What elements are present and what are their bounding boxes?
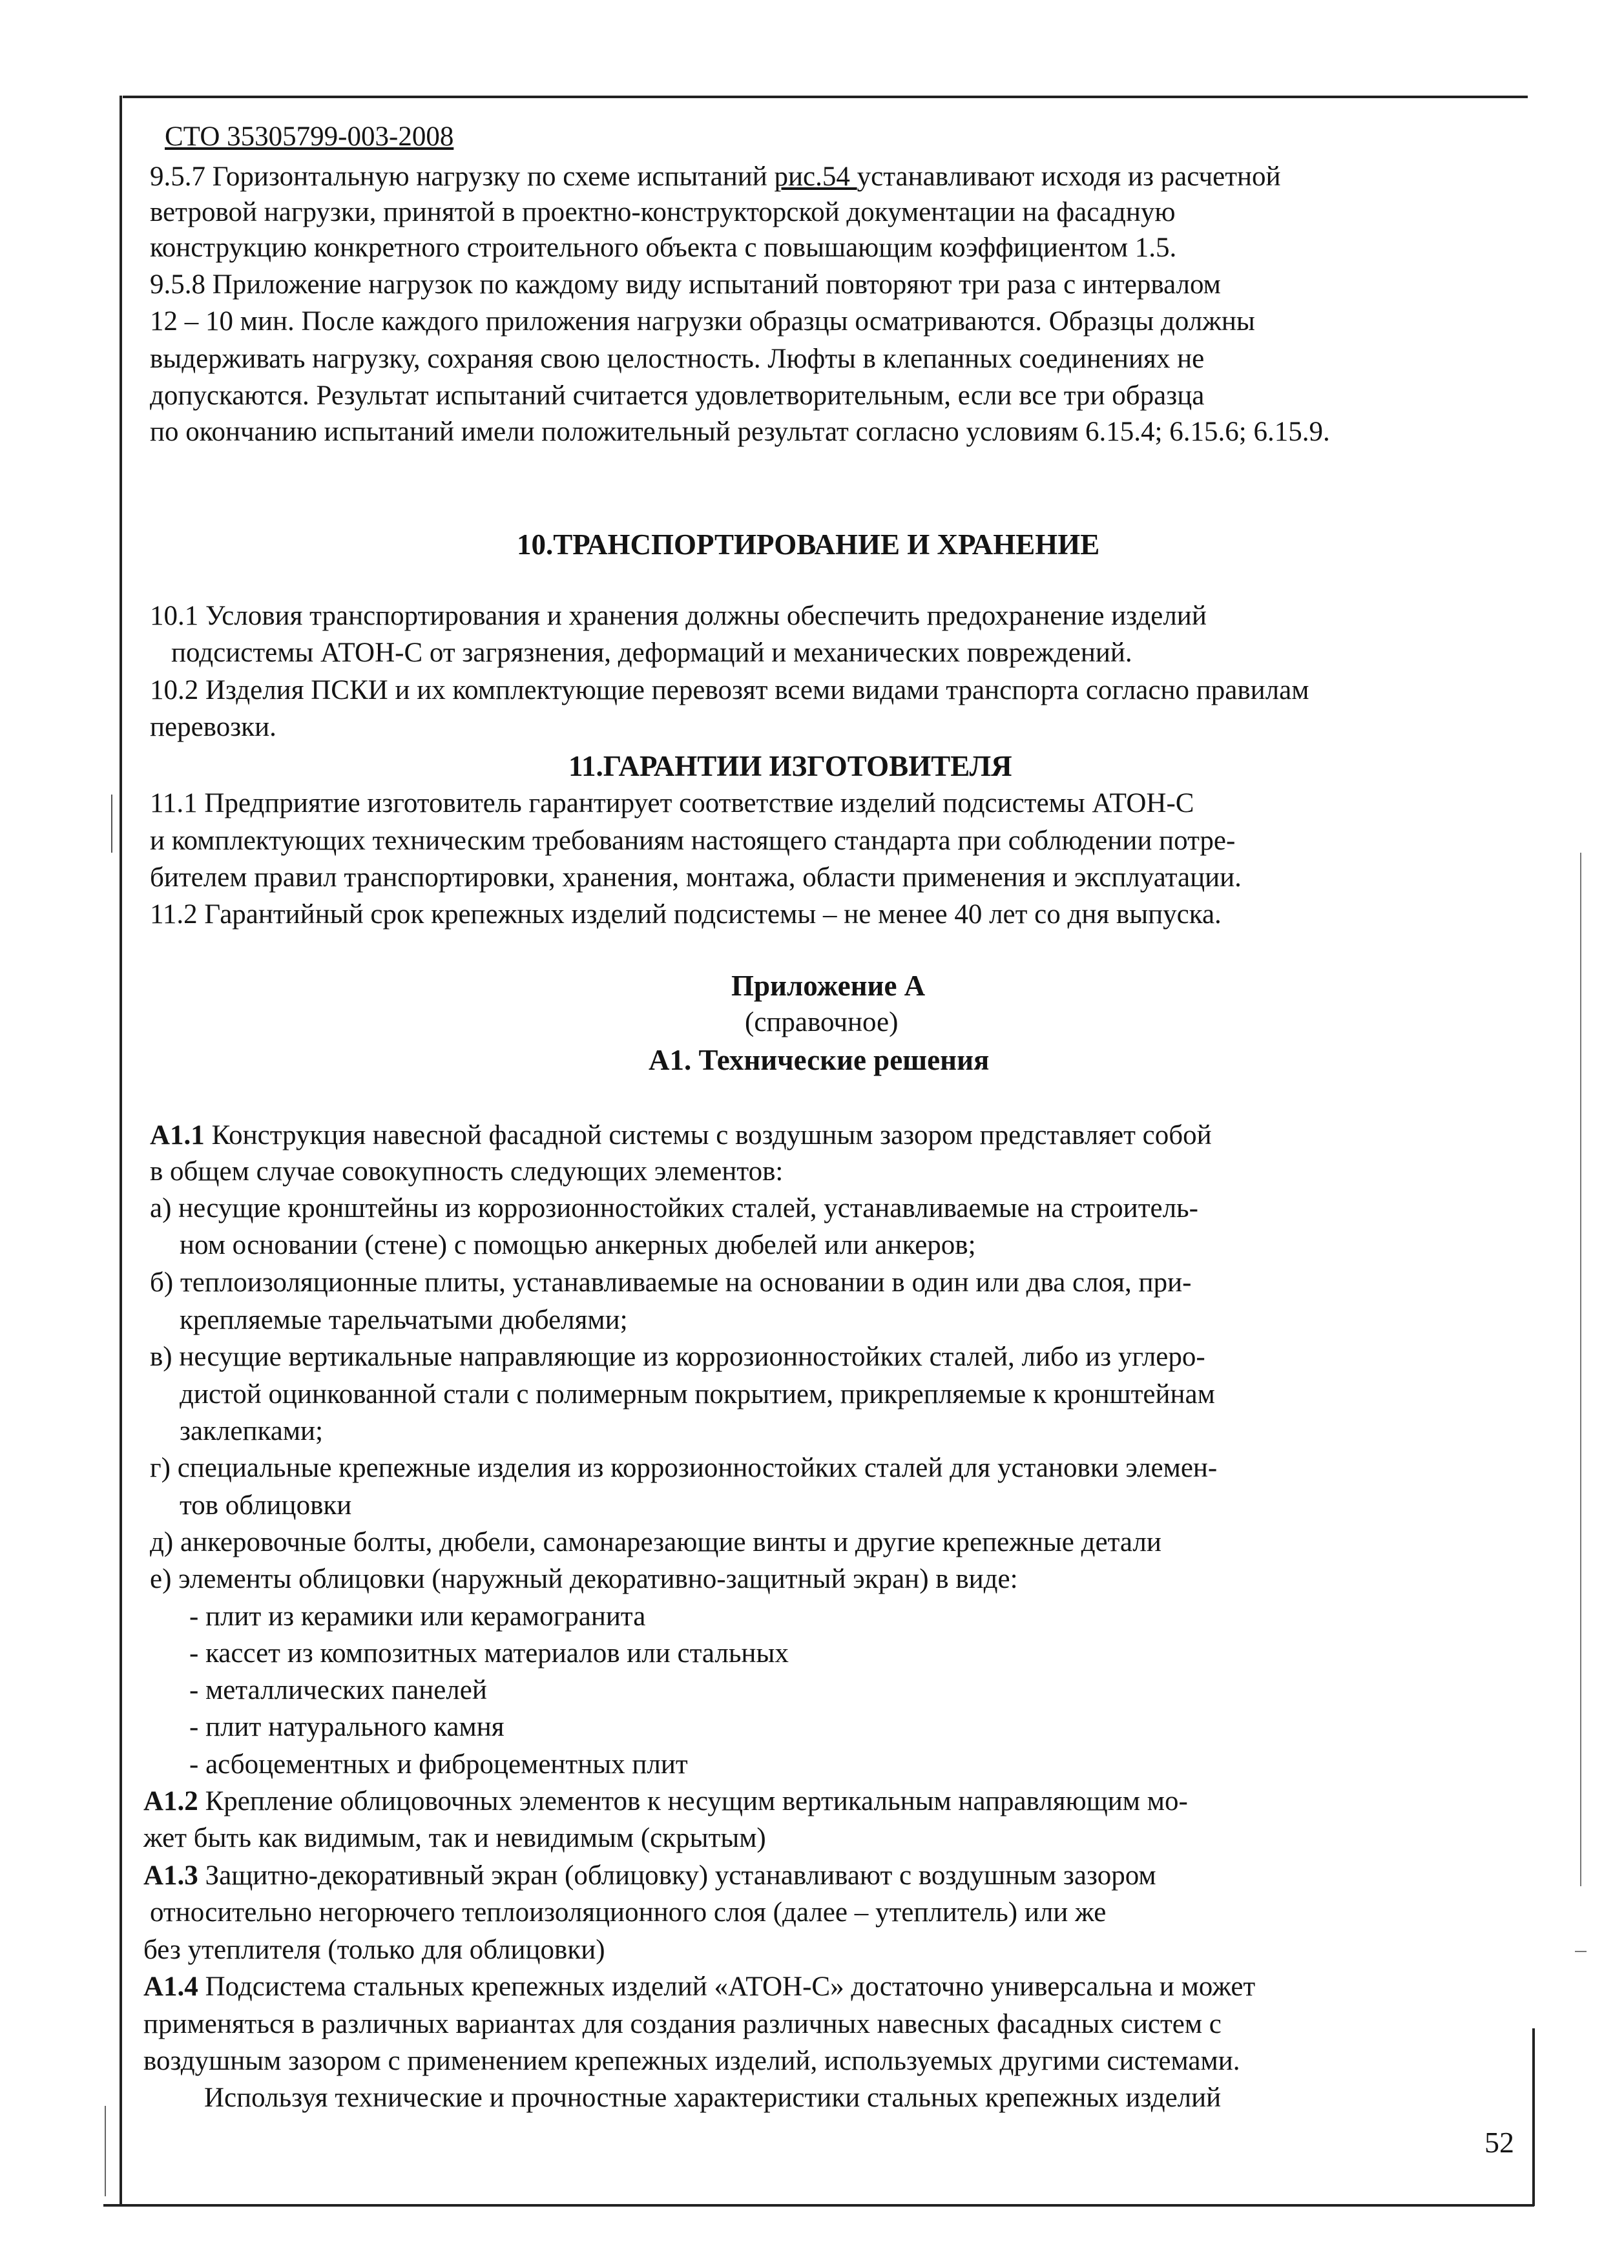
paragraph-9-5-7-line: 9.5.7 Горизонтальную нагрузку по схеме испытаний рис.54 устанавливают исходя из расчетной xyxy=(150,161,1281,192)
scan-artifact-line xyxy=(111,795,112,853)
a1-1-line: в общем случае совокупность следующих элементов: xyxy=(150,1156,784,1187)
page-frame-top-line xyxy=(123,96,1528,98)
list-item-line: тов облицовки xyxy=(180,1490,352,1521)
paragraph-9-5-7-line: конструкцию конкретного строительного объекта с повышающим коэффициентом 1.5. xyxy=(150,233,1177,263)
paragraph-9-5-8-line: допускаются. Результат испытаний считается удовлетворительным, если все три образца xyxy=(150,380,1205,411)
list-item-line: ном основании (стене) с помощью анкерных дюбелей или анкеров; xyxy=(180,1230,976,1260)
a1-4-line: применяться в различных вариантах для создания различных навесных фасадных систем с xyxy=(143,2009,1222,2039)
section-11-heading: 11.ГАРАНТИИ ИЗГОТОВИТЕЛЯ xyxy=(568,750,1012,782)
figure-reference-link: рис.54 xyxy=(774,161,857,192)
scan-artifact-line xyxy=(1575,1951,1587,1952)
list-item-line: заклепками; xyxy=(180,1416,324,1446)
paragraph-9-5-8-line: 12 – 10 мин. После каждого приложения нагрузки образцы осматриваются. Образцы должны xyxy=(150,306,1255,337)
scan-artifact-line xyxy=(105,2106,106,2196)
section-10-line: подсистемы АТОН-С от загрязнения, деформаций и механических повреждений. xyxy=(171,638,1132,668)
section-11-line: 11.2 Гарантийный срок крепежных изделий подсистемы – не менее 40 лет со дня выпуска. xyxy=(150,899,1222,930)
a1-1-line: А1.1 Конструкция навесной фасадной системы с воздушным зазором представляет собой xyxy=(150,1120,1212,1150)
a1-4-line: воздушным зазором с применением крепежных изделий, используемых другими системами. xyxy=(143,2046,1240,2076)
list-item-line: е) элементы облицовки (наружный декоративно-защитный экран) в виде: xyxy=(150,1564,1018,1594)
paragraph-9-5-8-line: по окончанию испытаний имели положительный результат согласно условиям 6.15.4; 6.15.6; 6.15.9. xyxy=(150,417,1330,447)
list-item-line: г) специальные крепежные изделия из коррозионностойких сталей для установки элемен- xyxy=(150,1453,1218,1483)
a1-2-line: А1.2 Крепление облицовочных элементов к несущим вертикальным направляющим мо- xyxy=(143,1786,1188,1816)
cladding-type-item: - плит из керамики или керамогранита xyxy=(189,1601,646,1632)
a1-4-line: Используя технические и прочностные характеристики стальных крепежных изделий xyxy=(204,2083,1222,2113)
cladding-type-item: - плит натурального камня xyxy=(189,1712,505,1742)
a1-3-line: без утеплителя (только для облицовки) xyxy=(143,1935,605,1965)
scan-artifact-line xyxy=(1580,853,1581,1886)
paragraph-9-5-8-line: 9.5.8 Приложение нагрузок по каждому виду испытаний повторяют три раза с интервалом xyxy=(150,269,1221,300)
document-header: СТО 35305799-003-2008 xyxy=(165,121,454,152)
cladding-type-item: - кассет из композитных материалов или стальных xyxy=(189,1638,789,1669)
list-item-line: д) анкеровочные болты, дюбели, самонарезающие винты и другие крепежные детали xyxy=(150,1527,1161,1557)
section-10-line: 10.1 Условия транспортирования и хранения должны обеспечить предохранение изделий xyxy=(150,601,1207,631)
cladding-type-item: - металлических панелей xyxy=(189,1675,487,1705)
list-item-line: б) теплоизоляционные плиты, устанавливаемые на основании в один или два слоя, при- xyxy=(150,1267,1192,1298)
section-10-heading: 10.ТРАНСПОРТИРОВАНИЕ И ХРАНЕНИЕ xyxy=(517,528,1100,561)
appendix-title: Приложение А xyxy=(731,970,926,1002)
page-frame-left-line xyxy=(120,96,122,2205)
paragraph-9-5-8-line: выдерживать нагрузку, сохраняя свою целостность. Люфты в клепанных соединениях не xyxy=(150,344,1205,374)
appendix-section-heading: А1. Технические решения xyxy=(649,1044,990,1076)
page-frame-right-line xyxy=(1532,2028,1535,2206)
a1-4-line: А1.4 Подсистема стальных крепежных изделий «АТОН-С» достаточно универсальна и может xyxy=(143,1971,1256,2002)
paragraph-9-5-7-line: ветровой нагрузки, принятой в проектно-конструкторской документации на фасадную xyxy=(150,197,1176,227)
list-item-line: в) несущие вертикальные направляющие из коррозионностойких сталей, либо из углеро- xyxy=(150,1342,1205,1372)
section-11-line: бителем правил транспортировки, хранения, монтажа, области применения и эксплуатации. xyxy=(150,862,1242,893)
cladding-type-item: - асбоцементных и фиброцементных плит xyxy=(189,1749,688,1780)
a1-2-line: жет быть как видимым, так и невидимым (скрытым) xyxy=(143,1823,766,1853)
a1-3-line: относительно негорючего теплоизоляционного слоя (далее – утеплитель) или же xyxy=(150,1897,1107,1928)
section-10-line: перевозки. xyxy=(150,712,276,742)
section-11-line: и комплектующих техническим требованиям настоящего стандарта при соблюдении потре- xyxy=(150,826,1236,856)
list-item-line: дистой оцинкованной стали с полимерным покрытием, прикрепляемые к кронштейнам xyxy=(180,1379,1215,1410)
section-11-line: 11.1 Предприятие изготовитель гарантирует соответствие изделий подсистемы АТОН-С xyxy=(150,788,1194,818)
section-10-line: 10.2 Изделия ПСКИ и их комплектующие перевозят всеми видами транспорта согласно правилам xyxy=(150,675,1309,705)
a1-3-line: А1.3 Защитно-декоративный экран (облицовку) устанавливают с воздушным зазором xyxy=(143,1860,1156,1891)
appendix-subtitle: (справочное) xyxy=(745,1007,899,1037)
list-item-line: крепляемые тарельчатыми дюбелями; xyxy=(180,1305,628,1335)
page-frame-bottom-line xyxy=(103,2204,1534,2207)
list-item-line: а) несущие кронштейны из коррозионностойких сталей, устанавливаемые на строитель- xyxy=(150,1193,1198,1223)
page-number: 52 xyxy=(1484,2126,1514,2159)
